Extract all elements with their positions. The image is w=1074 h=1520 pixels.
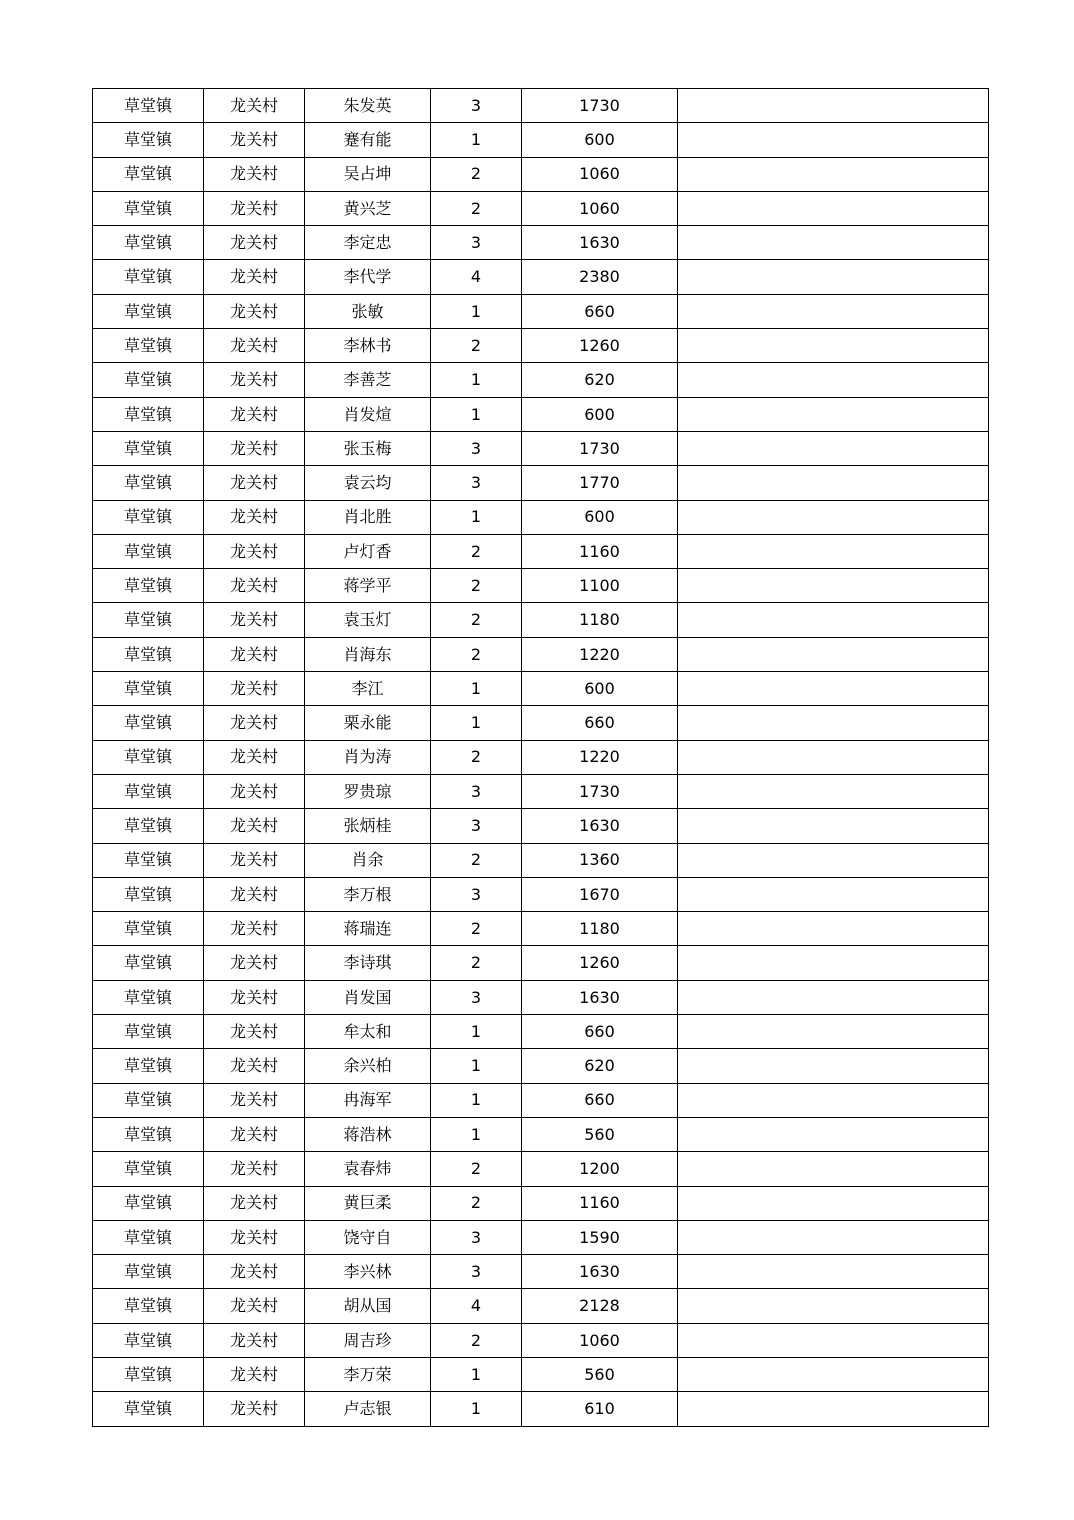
cell-name: 蒋浩林: [305, 1117, 431, 1151]
cell-count: 2: [431, 1323, 522, 1357]
cell-count: 2: [431, 569, 522, 603]
cell-amount: 1630: [522, 980, 678, 1014]
table-row: [93, 397, 989, 431]
cell-name: 栗永能: [305, 706, 431, 740]
cell-count: 3: [431, 877, 522, 911]
table-row: [93, 500, 989, 534]
cell-amount: 600: [522, 672, 678, 706]
cell-note: [678, 329, 989, 363]
table-row: [93, 1152, 989, 1186]
table-row: [93, 637, 989, 671]
table-row: [93, 191, 989, 225]
cell-amount: 1260: [522, 329, 678, 363]
cell-name: 肖北胜: [305, 500, 431, 534]
cell-town: 草堂镇: [93, 1220, 204, 1254]
cell-village: 龙关村: [204, 260, 305, 294]
cell-village: 龙关村: [204, 877, 305, 911]
cell-note: [678, 1357, 989, 1391]
cell-amount: 1630: [522, 1255, 678, 1289]
cell-name: 肖余: [305, 843, 431, 877]
cell-town: 草堂镇: [93, 191, 204, 225]
cell-village: 龙关村: [204, 191, 305, 225]
cell-town: 草堂镇: [93, 89, 204, 123]
cell-note: [678, 637, 989, 671]
cell-name: 冉海军: [305, 1083, 431, 1117]
cell-town: 草堂镇: [93, 123, 204, 157]
cell-town: 草堂镇: [93, 534, 204, 568]
cell-village: 龙关村: [204, 672, 305, 706]
table-row: [93, 672, 989, 706]
cell-count: 2: [431, 534, 522, 568]
cell-note: [678, 1152, 989, 1186]
cell-name: 李定忠: [305, 226, 431, 260]
table-row: [93, 603, 989, 637]
table-row: [93, 363, 989, 397]
cell-village: 龙关村: [204, 740, 305, 774]
cell-note: [678, 1392, 989, 1426]
cell-town: 草堂镇: [93, 500, 204, 534]
cell-town: 草堂镇: [93, 637, 204, 671]
cell-name: 饶守自: [305, 1220, 431, 1254]
cell-town: 草堂镇: [93, 809, 204, 843]
cell-count: 3: [431, 774, 522, 808]
cell-town: 草堂镇: [93, 980, 204, 1014]
cell-town: 草堂镇: [93, 431, 204, 465]
table-row: [93, 1015, 989, 1049]
cell-note: [678, 226, 989, 260]
cell-name: 李江: [305, 672, 431, 706]
cell-amount: 600: [522, 500, 678, 534]
cell-village: 龙关村: [204, 534, 305, 568]
cell-count: 3: [431, 980, 522, 1014]
cell-name: 卢志银: [305, 1392, 431, 1426]
cell-count: 3: [431, 1220, 522, 1254]
cell-name: 李代学: [305, 260, 431, 294]
table-row: [93, 1357, 989, 1391]
data-table: [92, 88, 989, 1427]
cell-amount: 620: [522, 1049, 678, 1083]
table-row: [93, 774, 989, 808]
cell-town: 草堂镇: [93, 1357, 204, 1391]
cell-amount: 1100: [522, 569, 678, 603]
cell-town: 草堂镇: [93, 329, 204, 363]
table-row: [93, 1220, 989, 1254]
cell-village: 龙关村: [204, 706, 305, 740]
cell-name: 肖发煊: [305, 397, 431, 431]
cell-count: 2: [431, 946, 522, 980]
table-row: [93, 1049, 989, 1083]
table-row: [93, 89, 989, 123]
table-row: [93, 431, 989, 465]
cell-note: [678, 363, 989, 397]
cell-amount: 1200: [522, 1152, 678, 1186]
cell-town: 草堂镇: [93, 569, 204, 603]
table-row: [93, 157, 989, 191]
cell-village: 龙关村: [204, 946, 305, 980]
cell-amount: 560: [522, 1117, 678, 1151]
cell-amount: 1160: [522, 534, 678, 568]
cell-note: [678, 946, 989, 980]
cell-village: 龙关村: [204, 809, 305, 843]
cell-town: 草堂镇: [93, 1255, 204, 1289]
cell-note: [678, 397, 989, 431]
cell-name: 李林书: [305, 329, 431, 363]
cell-town: 草堂镇: [93, 1186, 204, 1220]
cell-count: 2: [431, 843, 522, 877]
cell-name: 牟太和: [305, 1015, 431, 1049]
cell-village: 龙关村: [204, 569, 305, 603]
cell-village: 龙关村: [204, 226, 305, 260]
cell-name: 卢灯香: [305, 534, 431, 568]
cell-name: 张炳桂: [305, 809, 431, 843]
table-row: [93, 980, 989, 1014]
table-body: [93, 89, 989, 1427]
cell-name: 罗贵琼: [305, 774, 431, 808]
cell-town: 草堂镇: [93, 466, 204, 500]
cell-village: 龙关村: [204, 774, 305, 808]
cell-town: 草堂镇: [93, 843, 204, 877]
cell-village: 龙关村: [204, 1255, 305, 1289]
cell-amount: 560: [522, 1357, 678, 1391]
cell-amount: 1180: [522, 912, 678, 946]
table-row: [93, 123, 989, 157]
cell-note: [678, 809, 989, 843]
cell-town: 草堂镇: [93, 603, 204, 637]
cell-town: 草堂镇: [93, 260, 204, 294]
table-row: [93, 1186, 989, 1220]
cell-village: 龙关村: [204, 912, 305, 946]
cell-amount: 2380: [522, 260, 678, 294]
cell-count: 2: [431, 157, 522, 191]
cell-amount: 2128: [522, 1289, 678, 1323]
cell-name: 蒋学平: [305, 569, 431, 603]
table-row: [93, 1323, 989, 1357]
cell-name: 余兴柏: [305, 1049, 431, 1083]
cell-village: 龙关村: [204, 397, 305, 431]
cell-name: 张玉梅: [305, 431, 431, 465]
cell-amount: 1180: [522, 603, 678, 637]
cell-name: 李兴林: [305, 1255, 431, 1289]
cell-name: 张敏: [305, 294, 431, 328]
cell-count: 2: [431, 1186, 522, 1220]
cell-count: 2: [431, 603, 522, 637]
cell-note: [678, 191, 989, 225]
cell-name: 黄巨柔: [305, 1186, 431, 1220]
cell-note: [678, 1117, 989, 1151]
cell-village: 龙关村: [204, 843, 305, 877]
table-row: [93, 226, 989, 260]
cell-village: 龙关村: [204, 466, 305, 500]
cell-count: 2: [431, 1152, 522, 1186]
cell-note: [678, 569, 989, 603]
cell-name: 李万荣: [305, 1357, 431, 1391]
table-row: [93, 706, 989, 740]
cell-count: 1: [431, 500, 522, 534]
cell-amount: 660: [522, 294, 678, 328]
cell-name: 肖发国: [305, 980, 431, 1014]
cell-note: [678, 706, 989, 740]
table-row: [93, 1255, 989, 1289]
cell-note: [678, 1289, 989, 1323]
cell-count: 3: [431, 226, 522, 260]
cell-village: 龙关村: [204, 1049, 305, 1083]
cell-amount: 610: [522, 1392, 678, 1426]
table-row: [93, 466, 989, 500]
cell-note: [678, 123, 989, 157]
cell-amount: 1220: [522, 740, 678, 774]
cell-town: 草堂镇: [93, 1152, 204, 1186]
cell-name: 李万根: [305, 877, 431, 911]
cell-count: 1: [431, 1083, 522, 1117]
cell-town: 草堂镇: [93, 363, 204, 397]
table-row: [93, 260, 989, 294]
table-row: [93, 1083, 989, 1117]
cell-count: 1: [431, 672, 522, 706]
cell-note: [678, 912, 989, 946]
cell-village: 龙关村: [204, 1117, 305, 1151]
cell-name: 蒋瑞连: [305, 912, 431, 946]
cell-note: [678, 1049, 989, 1083]
cell-village: 龙关村: [204, 637, 305, 671]
cell-note: [678, 1186, 989, 1220]
table-row: [93, 946, 989, 980]
cell-amount: 1590: [522, 1220, 678, 1254]
table-row: [93, 1289, 989, 1323]
cell-town: 草堂镇: [93, 1083, 204, 1117]
cell-count: 4: [431, 1289, 522, 1323]
cell-town: 草堂镇: [93, 1049, 204, 1083]
cell-village: 龙关村: [204, 1083, 305, 1117]
cell-note: [678, 1015, 989, 1049]
table-row: [93, 329, 989, 363]
cell-name: 蹇有能: [305, 123, 431, 157]
cell-count: 1: [431, 1049, 522, 1083]
table-row: [93, 809, 989, 843]
cell-amount: 1060: [522, 157, 678, 191]
cell-amount: 1360: [522, 843, 678, 877]
cell-count: 2: [431, 329, 522, 363]
cell-note: [678, 980, 989, 1014]
cell-amount: 1630: [522, 226, 678, 260]
cell-town: 草堂镇: [93, 706, 204, 740]
cell-name: 袁春炜: [305, 1152, 431, 1186]
cell-count: 1: [431, 363, 522, 397]
cell-count: 3: [431, 1255, 522, 1289]
table-row: [93, 843, 989, 877]
cell-note: [678, 534, 989, 568]
cell-village: 龙关村: [204, 1392, 305, 1426]
cell-village: 龙关村: [204, 1152, 305, 1186]
cell-note: [678, 877, 989, 911]
cell-village: 龙关村: [204, 363, 305, 397]
cell-name: 胡从国: [305, 1289, 431, 1323]
cell-village: 龙关村: [204, 89, 305, 123]
cell-note: [678, 157, 989, 191]
cell-amount: 1770: [522, 466, 678, 500]
cell-name: 肖为涛: [305, 740, 431, 774]
cell-village: 龙关村: [204, 1220, 305, 1254]
cell-amount: 1060: [522, 191, 678, 225]
cell-town: 草堂镇: [93, 946, 204, 980]
cell-village: 龙关村: [204, 603, 305, 637]
cell-name: 朱发英: [305, 89, 431, 123]
cell-amount: 1670: [522, 877, 678, 911]
cell-note: [678, 431, 989, 465]
cell-note: [678, 466, 989, 500]
cell-note: [678, 89, 989, 123]
cell-count: 3: [431, 466, 522, 500]
cell-amount: 660: [522, 706, 678, 740]
cell-town: 草堂镇: [93, 672, 204, 706]
cell-note: [678, 774, 989, 808]
cell-note: [678, 672, 989, 706]
cell-name: 黄兴芝: [305, 191, 431, 225]
cell-name: 袁玉灯: [305, 603, 431, 637]
cell-name: 肖海东: [305, 637, 431, 671]
cell-village: 龙关村: [204, 329, 305, 363]
cell-village: 龙关村: [204, 980, 305, 1014]
cell-village: 龙关村: [204, 431, 305, 465]
cell-note: [678, 1255, 989, 1289]
table-row: [93, 1117, 989, 1151]
cell-amount: 1630: [522, 809, 678, 843]
cell-name: 李善芝: [305, 363, 431, 397]
cell-note: [678, 740, 989, 774]
cell-village: 龙关村: [204, 500, 305, 534]
cell-amount: 1730: [522, 774, 678, 808]
cell-count: 1: [431, 1357, 522, 1391]
cell-town: 草堂镇: [93, 877, 204, 911]
cell-count: 1: [431, 1117, 522, 1151]
cell-note: [678, 1083, 989, 1117]
cell-note: [678, 260, 989, 294]
cell-amount: 660: [522, 1083, 678, 1117]
table-row: [93, 1392, 989, 1426]
cell-amount: 1260: [522, 946, 678, 980]
cell-count: 1: [431, 706, 522, 740]
cell-note: [678, 1323, 989, 1357]
cell-village: 龙关村: [204, 1015, 305, 1049]
cell-village: 龙关村: [204, 1357, 305, 1391]
cell-note: [678, 294, 989, 328]
cell-count: 1: [431, 397, 522, 431]
cell-village: 龙关村: [204, 1186, 305, 1220]
cell-village: 龙关村: [204, 123, 305, 157]
cell-town: 草堂镇: [93, 774, 204, 808]
cell-note: [678, 1220, 989, 1254]
table-row: [93, 740, 989, 774]
cell-name: 周吉珍: [305, 1323, 431, 1357]
cell-note: [678, 843, 989, 877]
cell-town: 草堂镇: [93, 1117, 204, 1151]
cell-amount: 600: [522, 123, 678, 157]
cell-town: 草堂镇: [93, 912, 204, 946]
cell-count: 3: [431, 809, 522, 843]
cell-town: 草堂镇: [93, 1289, 204, 1323]
cell-name: 袁云均: [305, 466, 431, 500]
cell-town: 草堂镇: [93, 157, 204, 191]
table-row: [93, 912, 989, 946]
cell-amount: 1730: [522, 89, 678, 123]
cell-count: 2: [431, 912, 522, 946]
table-row: [93, 294, 989, 328]
cell-count: 1: [431, 1015, 522, 1049]
table-row: [93, 877, 989, 911]
cell-village: 龙关村: [204, 1323, 305, 1357]
cell-count: 1: [431, 123, 522, 157]
cell-name: 李诗琪: [305, 946, 431, 980]
cell-note: [678, 500, 989, 534]
cell-amount: 1220: [522, 637, 678, 671]
cell-town: 草堂镇: [93, 1392, 204, 1426]
cell-count: 1: [431, 294, 522, 328]
table-row: [93, 534, 989, 568]
cell-town: 草堂镇: [93, 1015, 204, 1049]
cell-town: 草堂镇: [93, 1323, 204, 1357]
cell-town: 草堂镇: [93, 740, 204, 774]
cell-amount: 660: [522, 1015, 678, 1049]
cell-count: 4: [431, 260, 522, 294]
cell-count: 2: [431, 191, 522, 225]
cell-amount: 1730: [522, 431, 678, 465]
cell-town: 草堂镇: [93, 294, 204, 328]
cell-village: 龙关村: [204, 1289, 305, 1323]
cell-count: 2: [431, 637, 522, 671]
cell-town: 草堂镇: [93, 226, 204, 260]
cell-count: 2: [431, 740, 522, 774]
cell-count: 3: [431, 431, 522, 465]
cell-note: [678, 603, 989, 637]
cell-village: 龙关村: [204, 294, 305, 328]
cell-name: 吴占坤: [305, 157, 431, 191]
cell-amount: 600: [522, 397, 678, 431]
cell-town: 草堂镇: [93, 397, 204, 431]
cell-count: 3: [431, 89, 522, 123]
cell-amount: 1060: [522, 1323, 678, 1357]
cell-amount: 620: [522, 363, 678, 397]
cell-count: 1: [431, 1392, 522, 1426]
table-row: [93, 569, 989, 603]
cell-amount: 1160: [522, 1186, 678, 1220]
cell-village: 龙关村: [204, 157, 305, 191]
